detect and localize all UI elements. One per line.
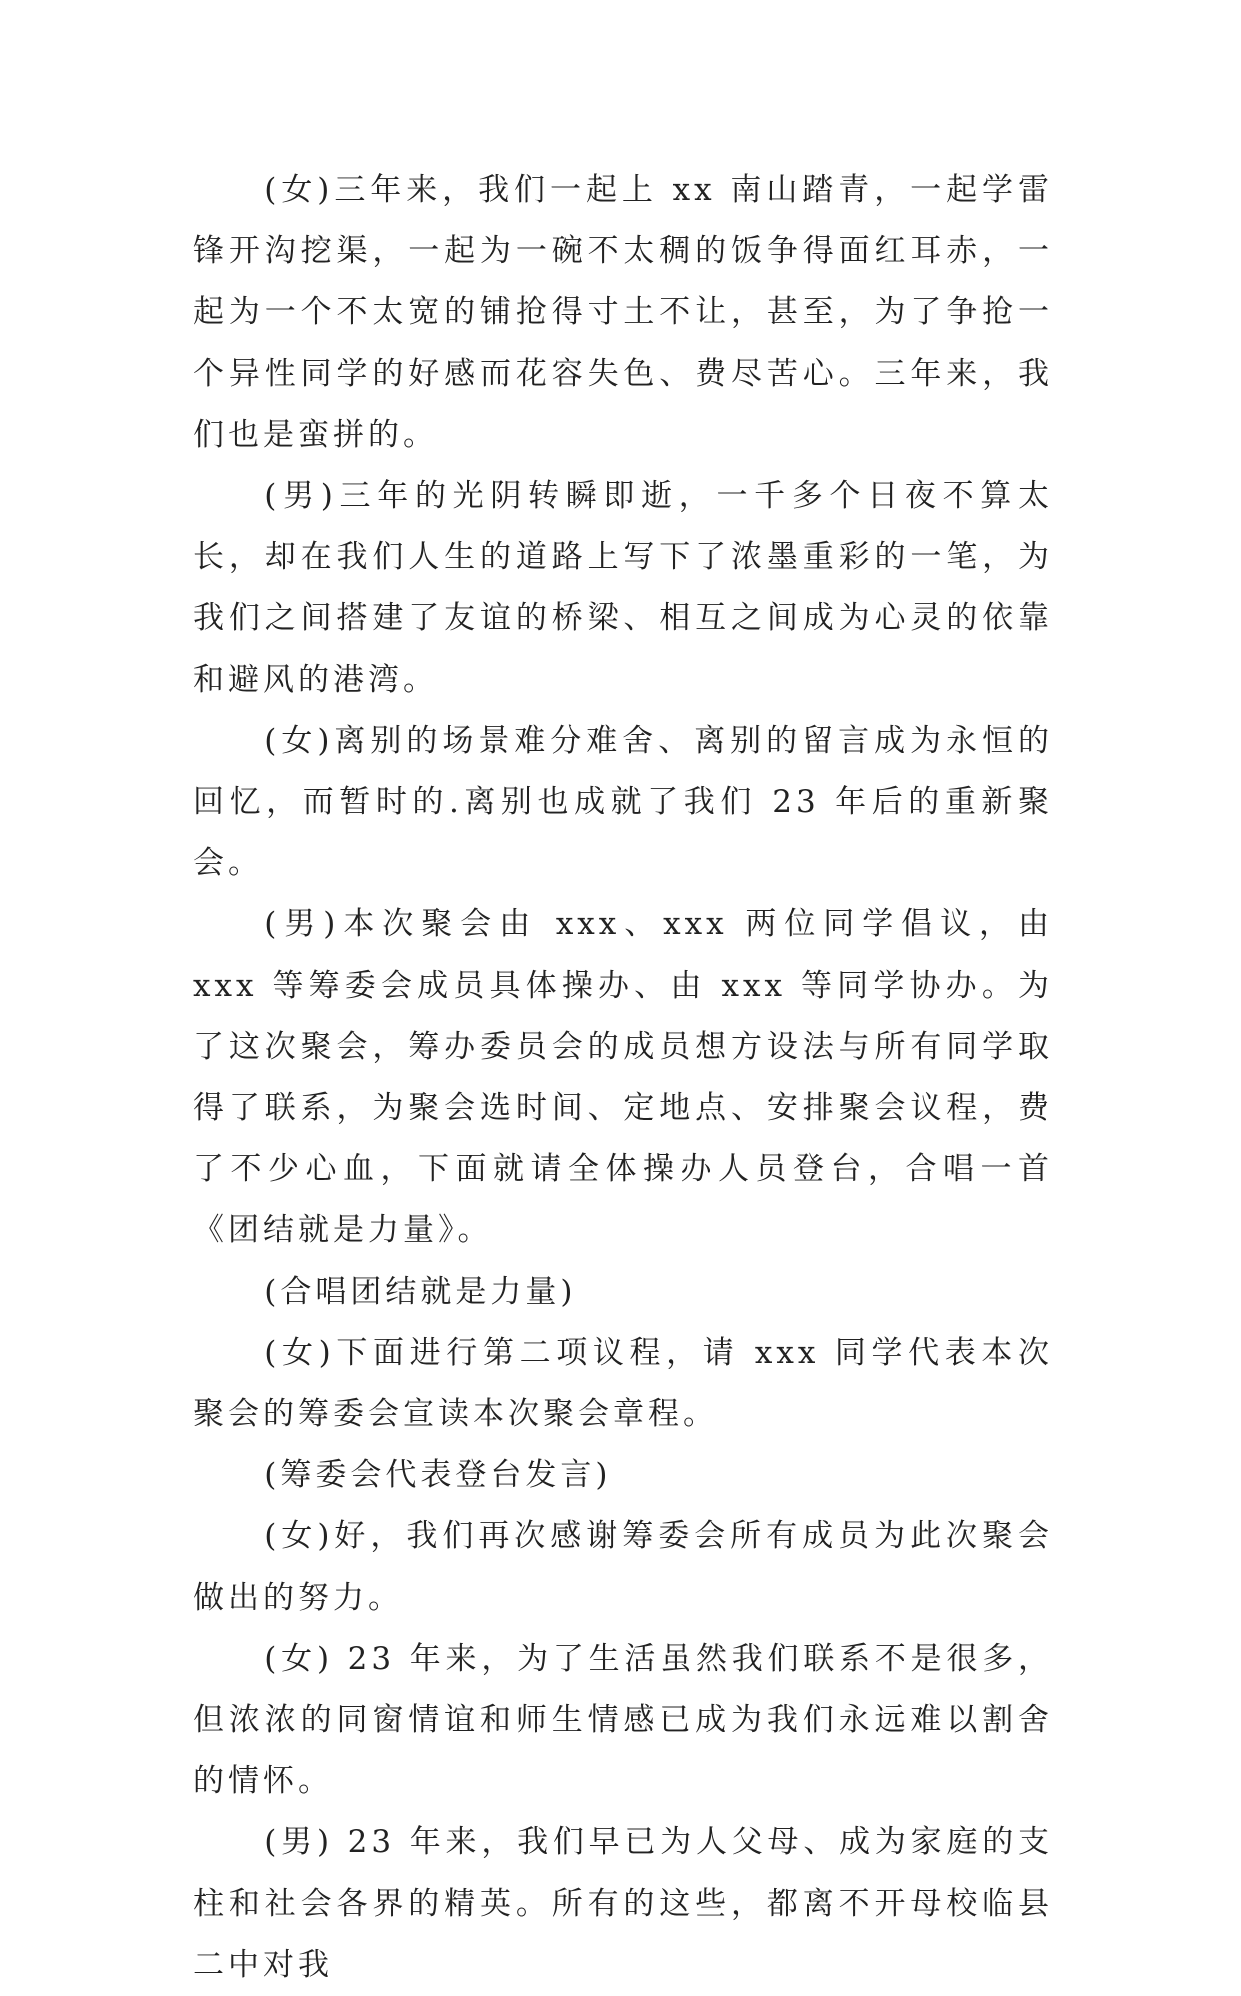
paragraph-5: (合唱团结就是力量) — [264, 1273, 577, 1310]
paragraph-7: (筹委会代表登台发言) — [264, 1457, 612, 1494]
paragraph-4: (男)本次聚会由 xxx、xxx 两位同学倡议，由 xxx 等筹委会成员具体操办、由 xxx 等同学协办。为了这次聚会，筹办委员会的成员想方设法与所有同学取得了联系，为聚会选时间、定地点、安排聚会议程，费了不少心血，下面就请全体操办人员登台，合唱一首《团结就是力量》。 — [193, 906, 1053, 1249]
document-body — [193, 160, 1053, 1996]
paragraph-2: (男)三年的光阴转瞬即逝，一千多个日夜不算太长，却在我们人生的道路上写下了浓墨重彩的一笔，为我们之间搭建了友谊的桥梁、相互之间成为心灵的依靠和避风的港湾。 — [193, 478, 1053, 698]
paragraph-8: (女)好，我们再次感谢筹委会所有成员为此次聚会做出的努力。 — [193, 1518, 1053, 1616]
paragraph-10: (男) 23 年来，我们早已为人父母、成为家庭的支柱和社会各界的精英。所有的这些，都离不开母校临县二中对我 — [193, 1824, 1053, 1983]
paragraph-6: (女)下面进行第二项议程，请 xxx 同学代表本次聚会的筹委会宣读本次聚会章程。 — [193, 1334, 1053, 1433]
paragraph-3: (女)离别的场景难分难舍、离别的留言成为永恒的回忆，而暂时的.离别也成就了我们 23 年后的重新聚会。 — [193, 722, 1053, 882]
paragraph-1: (女)三年来，我们一起上 xx 南山踏青，一起学雷锋开沟挖渠，一起为一碗不太稠的饭争得面红耳赤，一起为一个不太宽的铺抢得寸土不让，甚至，为了争抢一个异性同学的好感而花容失色、费尽苦心。三年来，我们也是蛮拼的。 — [193, 172, 1053, 453]
paragraph-9: (女) 23 年来，为了生活虽然我们联系不是很多，但浓浓的同窗情谊和师生情感已成为我们永远难以割舍的情怀。 — [193, 1640, 1053, 1800]
